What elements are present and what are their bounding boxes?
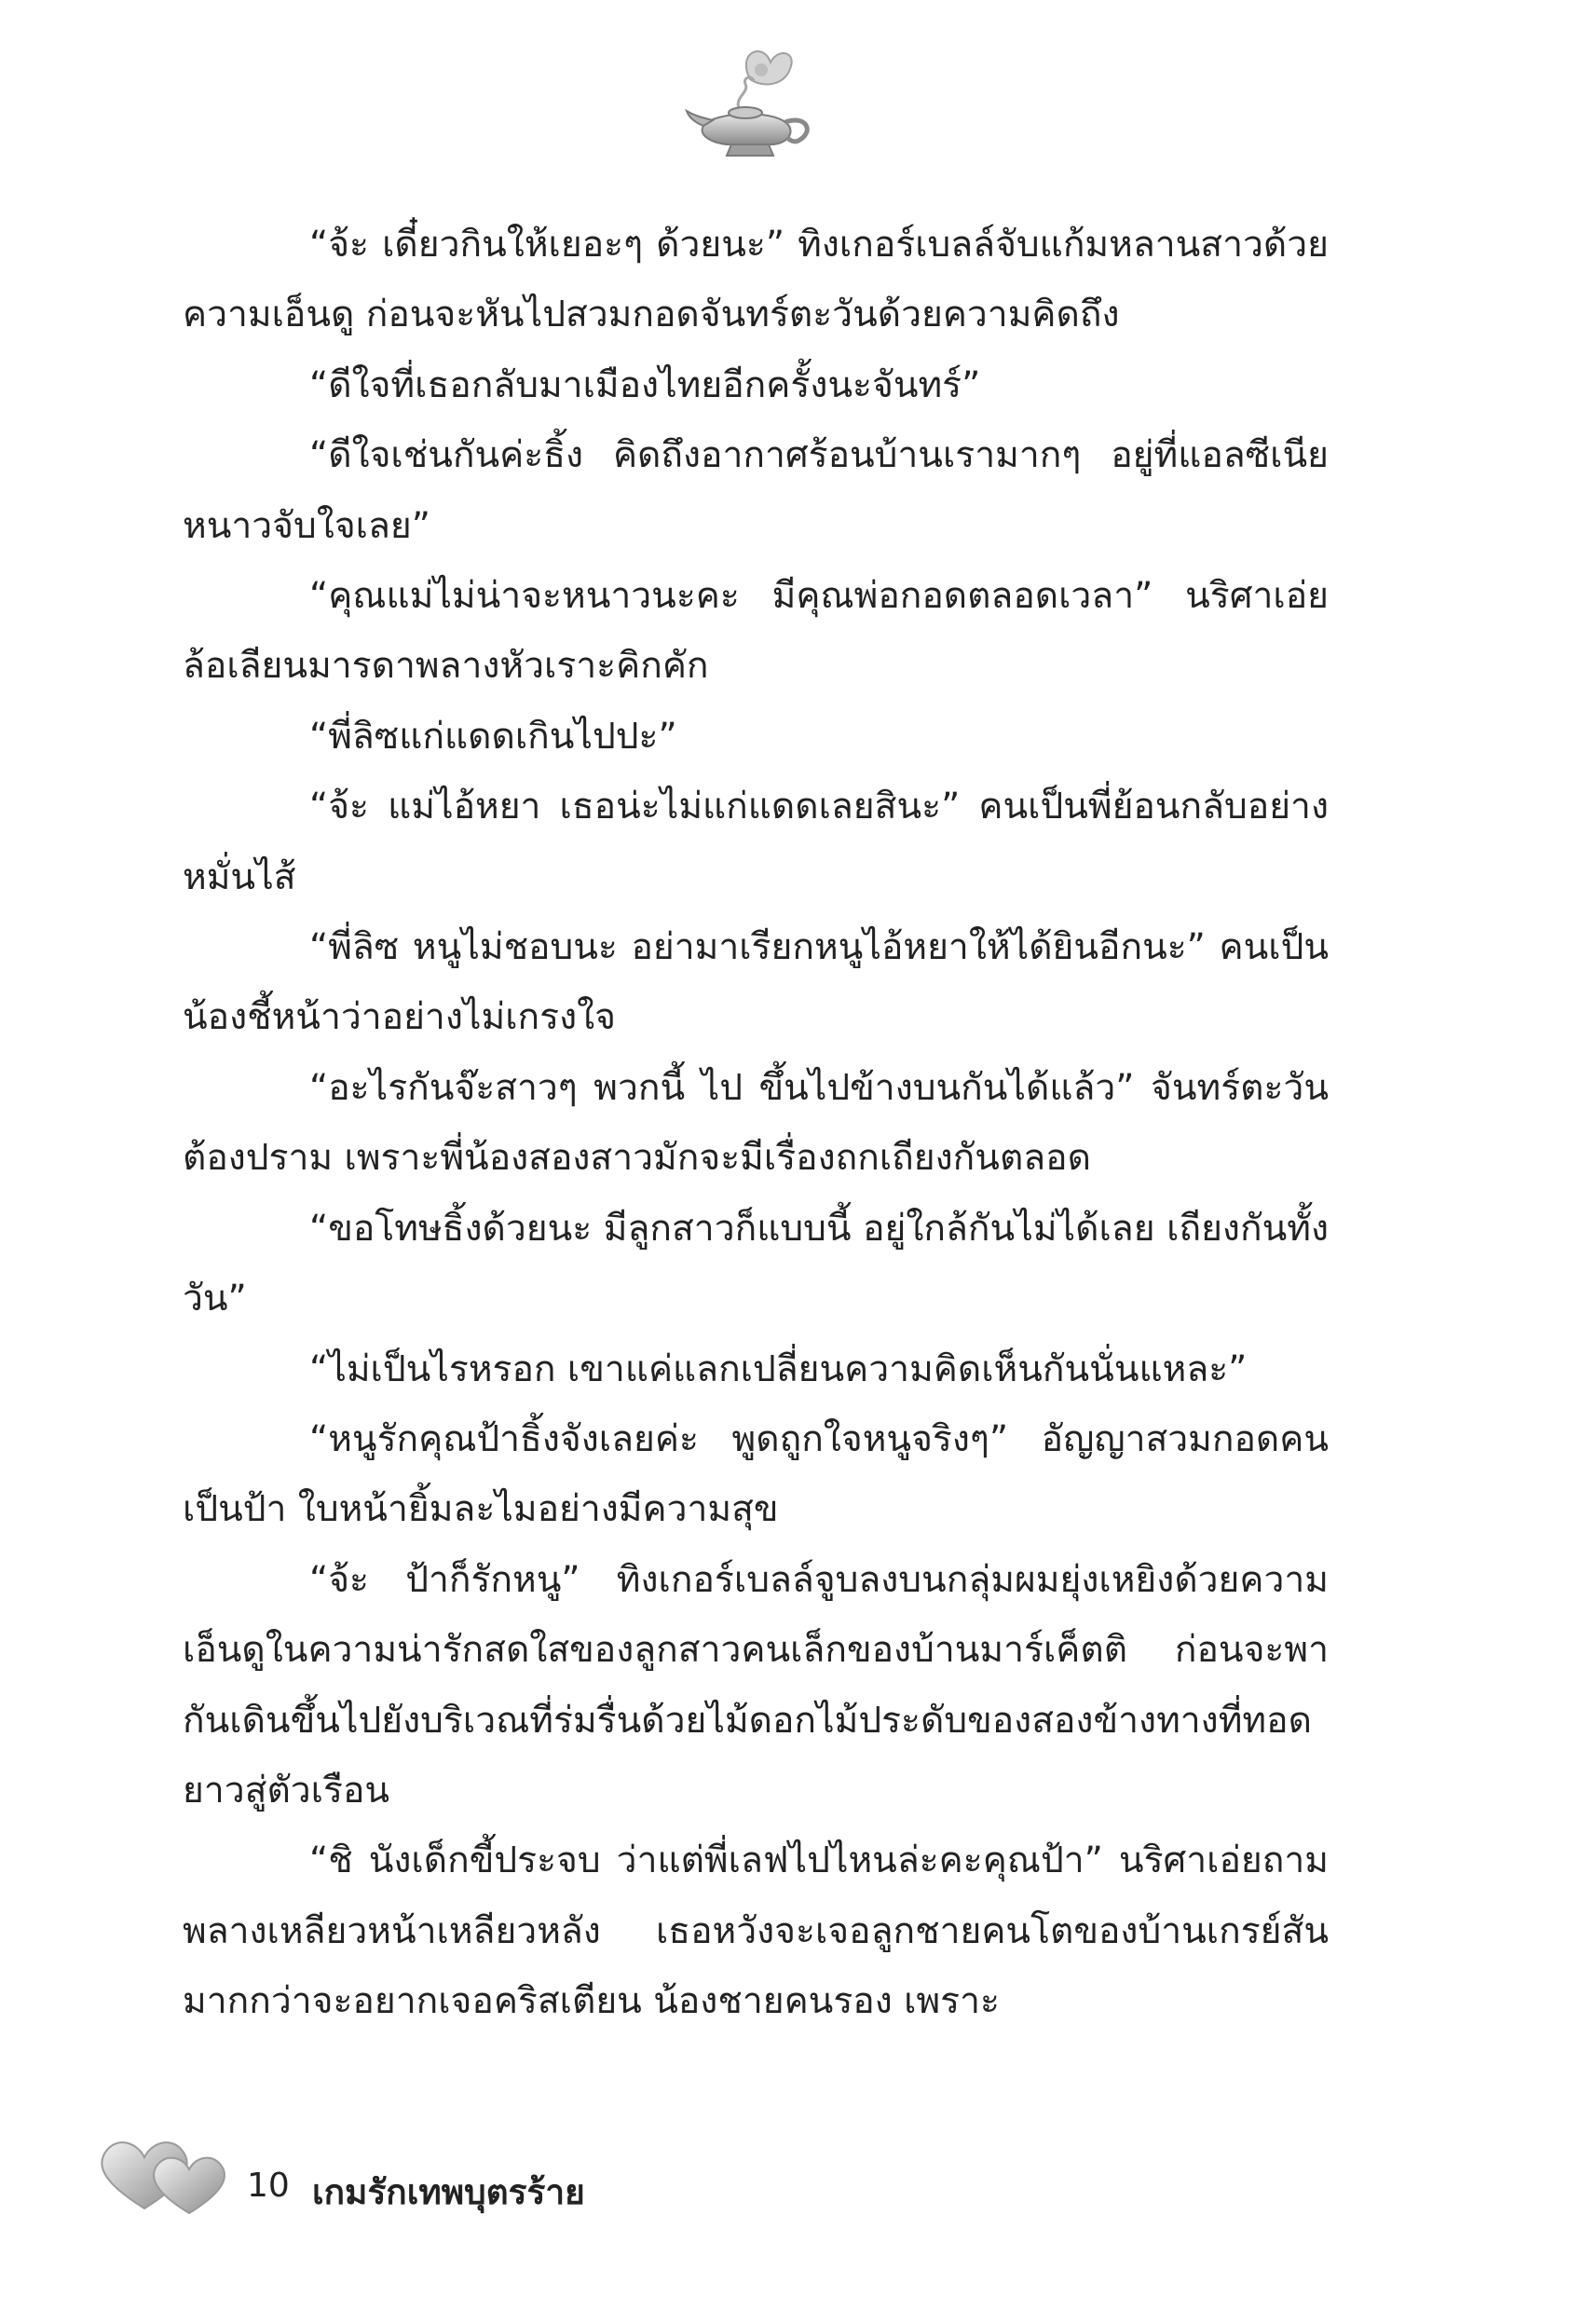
paragraph: “พี่ลิซ หนูไม่ชอบนะ อย่ามาเรียกหนูไอ้หยาให้ได้ยินอีกนะ” คนเป็นน้องชี้หน้าว่าอย่างไม่เกรงใจ	[183, 926, 1329, 1039]
magic-lamp-icon	[685, 42, 825, 163]
paragraph: “หนูรักคุณป้าธิ้งจังเลยค่ะ พูดถูกใจหนูจริงๆ” อัญญาสวมกอดคนเป็นป้า ใบหน้ายิ้มละไมอย่างมีความสุข	[183, 1417, 1329, 1531]
paragraph: “อะไรกันจ๊ะสาวๆ พวกนี้ ไป ขึ้นไปข้างบนกันได้แล้ว” จันทร์ตะวันต้องปราม เพราะพี่น้องสองสาวมักจะมีเรื่องถกเถียงกันตลอด	[183, 1066, 1329, 1180]
paragraph: “ดีใจเช่นกันค่ะธิ้ง คิดถึงอากาศร้อนบ้านเรามากๆ อยู่ที่แอลซีเนียหนาวจับใจเลย”	[183, 434, 1329, 547]
paragraph: “ชิ นังเด็กขี้ประจบ ว่าแต่พี่เลฟไปไหนล่ะคะคุณป้า” นริศาเอ่ยถามพลางเหลียวหน้าเหลียวหลัง เธอหวังจะเจอลูกชายคนโตของบ้านเกรย์สันมากกว่าจะอยากเจอคริสเตียน น้องชายคนรอง เพราะ	[183, 1839, 1329, 2023]
hearts-icon	[89, 2129, 238, 2222]
paragraph: “จ้ะ เดี๋ยวกินให้เยอะๆ ด้วยนะ” ทิงเกอร์เบลล์จับแก้มหลานสาวด้วยความเอ็นดู ก่อนจะหันไปสวมกอดจันทร์ตะวันด้วยความคิดถึง	[183, 224, 1329, 336]
book-title: เกมรักเทพบุตรร้าย	[312, 2172, 585, 2212]
page-number: 10	[247, 2167, 290, 2205]
paragraph: “ขอโทษธิ้งด้วยนะ มีลูกสาวก็แบบนี้ อยู่ใกล้กันไม่ได้เลย เถียงกันทั้งวัน”	[183, 1207, 1329, 1320]
page-footer	[89, 2129, 741, 2241]
paragraph: “คุณแม่ไม่น่าจะหนาวนะคะ มีคุณพ่อกอดตลอดเวลา” นริศาเอ่ยล้อเลียนมารดาพลางหัวเราะคิกคัก	[183, 575, 1329, 688]
paragraph: “พี่ลิซแก่แดดเกินไปปะ”	[309, 715, 677, 758]
paragraph: “จ้ะ ป้าก็รักหนู” ทิงเกอร์เบลล์จูบลงบนกลุ่มผมยุ่งเหยิงด้วยความเอ็นดูในความน่ารักสดใสของลูกสาวคนเล็กของบ้านมาร์เค็ตติ ก่อนจะพากันเดินขึ้นไปยังบริเวณที่ร่มรื่นด้วยไม้ดอกไม้ประดับของสองข้างทางที่ทอดยาวสู่ตัวเรือน	[183, 1558, 1329, 1812]
paragraph: “ไม่เป็นไรหรอก เขาแค่แลกเปลี่ยนความคิดเห็นกันนั่นแหละ”	[309, 1347, 1248, 1390]
body-text	[183, 210, 1329, 2037]
paragraph: “ดีใจที่เธอกลับมาเมืองไทยอีกครั้งนะจันทร์”	[309, 363, 981, 406]
paragraph: “จ้ะ แม่ไอ้หยา เธอน่ะไม่แก่แดดเลยสินะ” คนเป็นพี่ย้อนกลับอย่างหมั่นไส้	[183, 786, 1329, 898]
